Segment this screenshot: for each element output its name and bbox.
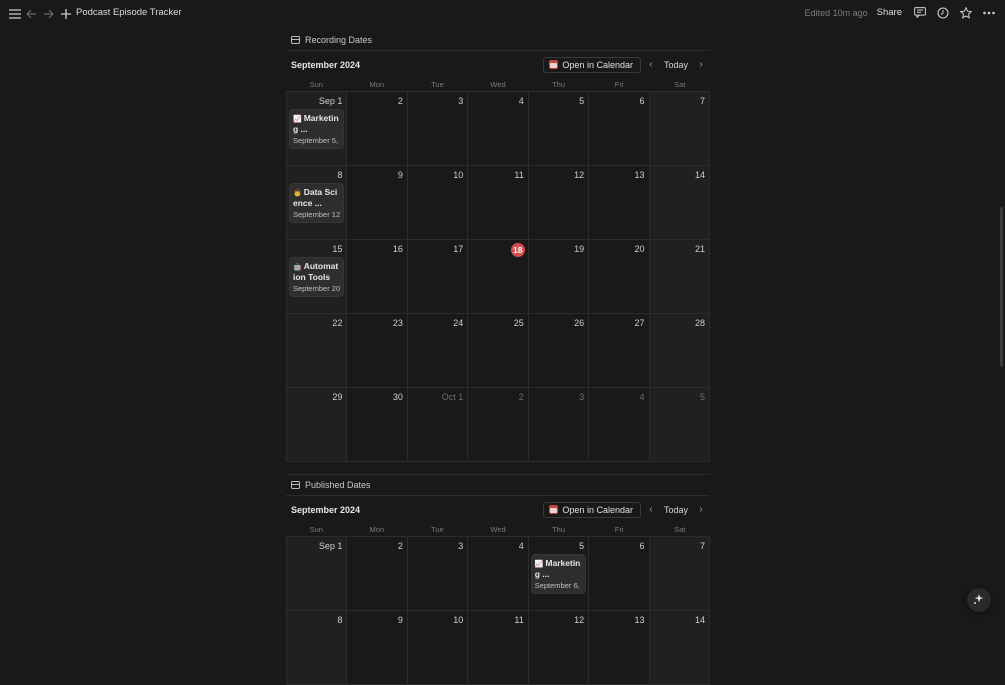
day-number: 8 — [337, 170, 342, 180]
calendar-day-cell[interactable] — [468, 611, 528, 685]
forward-arrow-icon[interactable] — [40, 5, 57, 22]
day-number: 15 — [332, 244, 342, 254]
weekday-label: Fri — [589, 525, 650, 534]
add-icon[interactable] — [57, 5, 74, 22]
day-number: 8 — [337, 615, 342, 625]
calendar-day-cell[interactable] — [408, 92, 468, 166]
menu-icon[interactable] — [6, 5, 23, 22]
day-number: 23 — [393, 318, 403, 328]
today-date-badge: 18 — [511, 243, 525, 257]
calendar-day-cell[interactable] — [347, 314, 407, 388]
calendar-icon — [291, 36, 300, 44]
calendar-icon — [291, 481, 300, 489]
main-content — [286, 30, 710, 685]
calendar-day-cell[interactable] — [408, 166, 468, 240]
calendar-grid — [286, 91, 710, 462]
event-title-text: Marketing ... — [293, 113, 339, 134]
calendar-day-cell[interactable] — [287, 537, 347, 611]
open-in-calendar-button[interactable] — [543, 57, 641, 73]
section-gap — [286, 462, 710, 474]
calendar-day-cell[interactable] — [529, 92, 589, 166]
calendar-day-cell[interactable] — [408, 537, 468, 611]
month-label: September 2024 — [291, 505, 360, 515]
chevron-right-icon[interactable]: › — [695, 504, 707, 515]
event-title — [535, 558, 582, 579]
weekday-label: Sat — [649, 80, 710, 89]
day-number: Oct 1 — [442, 392, 464, 402]
top-bar — [0, 0, 1005, 27]
day-number: 22 — [332, 318, 342, 328]
calendar-day-cell[interactable] — [468, 240, 528, 314]
day-number: 2 — [398, 96, 403, 106]
edited-status: Edited 10m ago — [805, 8, 868, 18]
day-number: 25 — [514, 318, 524, 328]
day-number: 10 — [453, 170, 463, 180]
day-number: 3 — [458, 541, 463, 551]
calendar-day-cell[interactable] — [650, 240, 710, 314]
day-number: 7 — [700, 541, 705, 551]
weekday-label: Sat — [649, 525, 710, 534]
more-options-icon[interactable] — [980, 4, 997, 21]
day-number: 5 — [579, 96, 584, 106]
calendar-day-cell[interactable] — [650, 388, 710, 462]
weekday-label: Tue — [407, 80, 468, 89]
day-number: 17 — [453, 244, 463, 254]
weekday-label: Sun — [286, 525, 347, 534]
month-controls — [543, 57, 707, 73]
calendar-day-cell[interactable] — [287, 388, 347, 462]
day-number: 24 — [453, 318, 463, 328]
calendar-day-cell[interactable] — [529, 388, 589, 462]
day-number: Sep 1 — [319, 96, 343, 106]
event-emoji-icon: 👨 — [293, 189, 302, 197]
chevron-left-icon[interactable]: ‹ — [645, 59, 657, 70]
day-number: 13 — [635, 170, 645, 180]
calendar-day-cell[interactable] — [589, 314, 649, 388]
day-number: 21 — [695, 244, 705, 254]
day-number: 2 — [398, 541, 403, 551]
day-number: 5 — [700, 392, 705, 402]
weekday-label: Wed — [468, 525, 529, 534]
back-arrow-icon[interactable] — [23, 5, 40, 22]
ai-assistant-button[interactable] — [967, 588, 991, 612]
day-number: 3 — [579, 392, 584, 402]
calendar-day-cell[interactable] — [468, 166, 528, 240]
day-number: 28 — [695, 318, 705, 328]
event-title — [293, 187, 340, 208]
event-date: September 6, — [535, 581, 582, 590]
calendar-day-cell[interactable] — [408, 314, 468, 388]
today-button[interactable]: Today — [664, 505, 688, 515]
weekday-label: Wed — [468, 80, 529, 89]
calendar-day-cell[interactable] — [347, 537, 407, 611]
event-title-text: Marketing ... — [535, 558, 581, 579]
calendar-day-cell[interactable] — [589, 166, 649, 240]
event-date: September 20 — [293, 284, 340, 293]
calendar-day-cell[interactable] — [408, 611, 468, 685]
event-emoji-icon: 📈 — [535, 560, 544, 568]
event-title — [293, 113, 340, 134]
calendar-day-cell[interactable] — [347, 166, 407, 240]
day-number: 7 — [700, 96, 705, 106]
event-title-text: Automation Tools — [293, 261, 338, 282]
calendar-day-cell[interactable] — [347, 611, 407, 685]
calendar-day-cell[interactable] — [650, 537, 710, 611]
day-number: 6 — [640, 541, 645, 551]
page-title[interactable]: Podcast Episode Tracker — [76, 7, 182, 18]
day-number: 4 — [519, 96, 524, 106]
day-number: 4 — [640, 392, 645, 402]
calendar-day-cell[interactable] — [589, 388, 649, 462]
calendar-day-cell[interactable] — [589, 611, 649, 685]
day-number: 12 — [574, 615, 584, 625]
sparkle-icon — [973, 593, 985, 608]
chevron-right-icon[interactable]: › — [695, 59, 707, 70]
calendar-day-cell[interactable] — [589, 537, 649, 611]
day-number: 10 — [453, 615, 463, 625]
calendar-app-icon — [549, 60, 558, 69]
calendar-day-cell[interactable] — [408, 388, 468, 462]
calendar-day-cell[interactable] — [650, 314, 710, 388]
day-number: 9 — [398, 615, 403, 625]
calendar-day-cell[interactable] — [347, 388, 407, 462]
weekday-label: Mon — [347, 525, 408, 534]
calendar-day-cell[interactable] — [287, 314, 347, 388]
month-label: September 2024 — [291, 60, 360, 70]
calendar-day-cell[interactable] — [468, 314, 528, 388]
history-clock-icon[interactable] — [934, 4, 951, 21]
weekday-label: Mon — [347, 80, 408, 89]
event-emoji-icon: 📈 — [293, 115, 302, 123]
view-title: Recording Dates — [305, 35, 372, 45]
calendar-app-icon — [549, 505, 558, 514]
calendar-day-cell[interactable] — [468, 388, 528, 462]
calendar-day-cell[interactable] — [650, 92, 710, 166]
calendar-day-cell[interactable] — [468, 92, 528, 166]
day-number: 12 — [574, 170, 584, 180]
calendar-day-cell[interactable] — [347, 240, 407, 314]
weekday-label: Thu — [528, 525, 589, 534]
open-in-calendar-button[interactable] — [543, 502, 641, 518]
calendar-view-header[interactable] — [286, 475, 710, 495]
event-card[interactable] — [290, 184, 343, 222]
weekday-label: Thu — [528, 80, 589, 89]
calendar-day-cell[interactable] — [589, 240, 649, 314]
today-button[interactable]: Today — [664, 60, 688, 70]
weekday-label: Fri — [589, 80, 650, 89]
day-number: 30 — [393, 392, 403, 402]
day-number: 27 — [635, 318, 645, 328]
calendar-day-cell[interactable] — [287, 240, 347, 314]
calendar-day-cell[interactable] — [650, 166, 710, 240]
day-number: 5 — [579, 541, 584, 551]
month-controls — [543, 502, 707, 518]
day-number: 14 — [695, 170, 705, 180]
view-title: Published Dates — [305, 480, 371, 490]
open-in-calendar-label: Open in Calendar — [562, 505, 633, 515]
calendar-day-cell[interactable] — [529, 240, 589, 314]
day-number: 13 — [635, 615, 645, 625]
calendar-view-header[interactable] — [286, 30, 710, 50]
calendar-grid — [286, 536, 710, 685]
calendar-day-cell[interactable] — [529, 611, 589, 685]
day-number: 6 — [640, 96, 645, 106]
day-number: 20 — [635, 244, 645, 254]
comment-icon[interactable] — [911, 4, 928, 21]
calendar-day-cell[interactable] — [529, 537, 589, 611]
day-number: 2 — [519, 392, 524, 402]
day-number: 16 — [393, 244, 403, 254]
day-number: 9 — [398, 170, 403, 180]
calendar-day-cell[interactable] — [347, 92, 407, 166]
chevron-left-icon[interactable]: ‹ — [645, 504, 657, 515]
event-date: September 5, — [293, 136, 340, 145]
calendar-day-cell[interactable] — [468, 537, 528, 611]
calendar-day-cell[interactable] — [287, 92, 347, 166]
day-number: 3 — [458, 96, 463, 106]
event-title — [293, 261, 340, 282]
star-icon[interactable] — [957, 4, 974, 21]
day-number: 29 — [332, 392, 342, 402]
day-number: 11 — [514, 615, 523, 625]
day-number: Sep 1 — [319, 541, 343, 551]
share-button[interactable]: Share — [877, 7, 902, 18]
day-number: 19 — [574, 244, 584, 254]
event-date: September 12 — [293, 210, 340, 219]
month-toolbar — [286, 496, 710, 523]
calendar-day-cell[interactable] — [287, 611, 347, 685]
calendar-day-cell[interactable] — [529, 314, 589, 388]
event-card[interactable] — [290, 258, 343, 296]
event-card[interactable] — [290, 110, 343, 148]
day-number: 14 — [695, 615, 705, 625]
weekday-header — [286, 78, 710, 91]
calendar-day-cell[interactable] — [287, 166, 347, 240]
month-toolbar — [286, 51, 710, 78]
calendar-day-cell[interactable] — [650, 611, 710, 685]
event-title-text: Data Science ... — [293, 187, 337, 208]
open-in-calendar-label: Open in Calendar — [562, 60, 633, 70]
calendar-day-cell[interactable] — [408, 240, 468, 314]
calendar-day-cell[interactable] — [589, 92, 649, 166]
weekday-header — [286, 523, 710, 536]
calendar-day-cell[interactable] — [529, 166, 589, 240]
day-number: 26 — [574, 318, 584, 328]
weekday-label: Tue — [407, 525, 468, 534]
day-number: 11 — [514, 170, 523, 180]
scrollbar[interactable] — [1000, 207, 1003, 367]
weekday-label: Sun — [286, 80, 347, 89]
event-card[interactable] — [532, 555, 585, 593]
event-emoji-icon: 🤖 — [293, 263, 302, 271]
day-number: 4 — [519, 541, 524, 551]
